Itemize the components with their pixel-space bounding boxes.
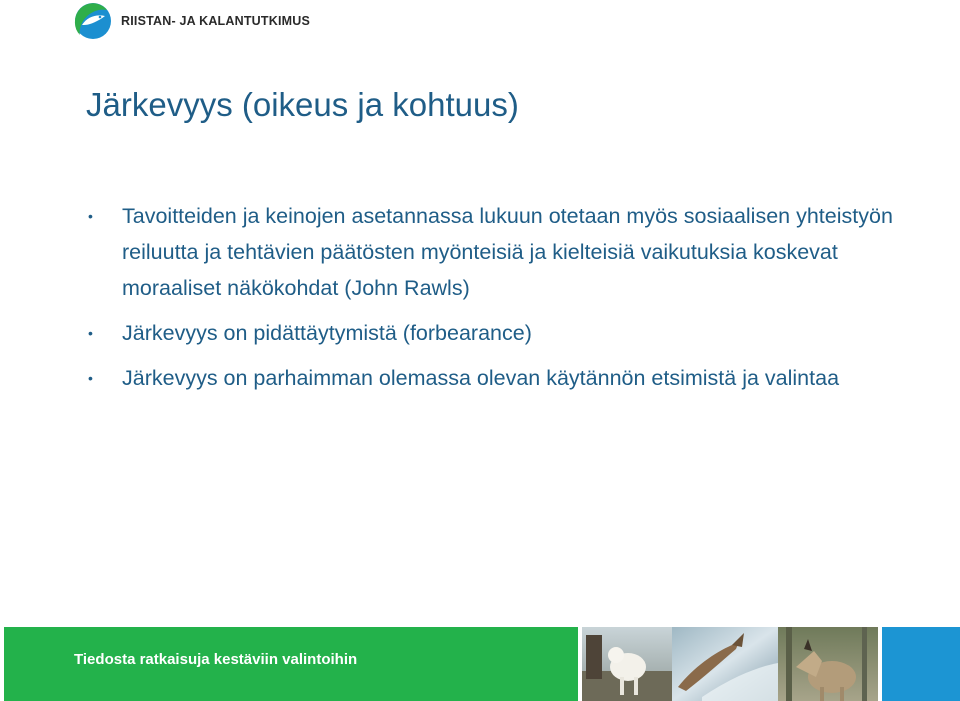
bullet-text: Järkevyys on pidättäytymistä (forbearance) bbox=[122, 321, 532, 345]
wildlife-photo-strip bbox=[582, 627, 878, 701]
bullet-item bbox=[86, 360, 906, 396]
bullet-item bbox=[86, 198, 906, 306]
bullet-dot-icon: • bbox=[88, 208, 93, 224]
slide-title: Järkevyys (oikeus ja kohtuus) bbox=[86, 86, 519, 123]
bullet-text: Järkevyys on parhaimman olemassa olevan käytännön etsimistä ja valintaa bbox=[122, 366, 840, 390]
footer-tagline: Tiedosta ratkaisuja kestäviin valintoihin bbox=[74, 651, 358, 668]
bullet-dot-icon: • bbox=[88, 325, 93, 341]
bullet-text: Tavoitteiden ja keinojen asetannassa lukuun otetaan myös sosiaalisen yhteistyön reiluutta ja tehtävien päätösten myönteisiä ja kielteisiä vaikutuksia koskevat moraaliset näkökohdat (John Rawls) bbox=[122, 204, 893, 300]
bullet-dot-icon: • bbox=[88, 370, 93, 386]
logo-text: RIISTAN- JA KALANTUTKIMUS bbox=[121, 14, 311, 28]
footer-blue-panel bbox=[882, 627, 960, 701]
bullet-item bbox=[86, 315, 906, 351]
organization-logo bbox=[74, 2, 310, 40]
fish-logo-icon bbox=[74, 2, 112, 40]
footer-band bbox=[0, 627, 960, 701]
bullet-list bbox=[86, 198, 906, 396]
